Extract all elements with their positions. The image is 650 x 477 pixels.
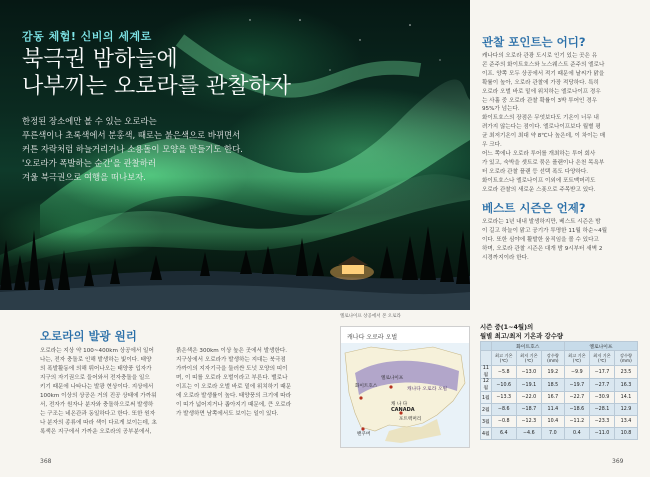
table-cell: −19.7 (564, 379, 589, 392)
month-cell: 11월 (481, 366, 492, 379)
month-cell: 2월 (481, 404, 492, 416)
body-line: 콘 준주의 화이트호스와 노스웨스트 준주의 엘로나 (482, 61, 605, 68)
body-line: 캐나다의 오로라 관광 도시로 인기 있는 곳은 유 (482, 53, 598, 59)
body-line: 우 크다. (482, 142, 502, 149)
body-line: 확률이 높아, 오로라 관찰에 가장 적당하다. 특히 (482, 79, 599, 86)
climate-table (480, 341, 638, 440)
page-number-right: 369 (612, 458, 624, 465)
table-title-line: 월별 최고/최저 기온과 강수량 (480, 331, 564, 340)
table-cell: 12.9 (615, 404, 638, 416)
body-line: 화이트호스나 엘로나이프 이외에 포트맥머리도 (482, 177, 596, 184)
table-column-header: 강수량 (mm) (615, 351, 638, 366)
table-cell: 10.4 (541, 416, 564, 428)
body-line: 려가지 않는다는 점이다. 엘로나이프보다 월별 평 (482, 124, 601, 131)
table-column-header: 최저 기온 (℃) (589, 351, 614, 366)
table-row (481, 392, 638, 404)
main-title (22, 46, 352, 100)
table-column-header: 최고 기온 (℃) (564, 351, 589, 366)
body-line: 터 오로라 관찰 플랜 등 선택 폭도 다양하다. (482, 168, 589, 175)
map-label: 캐나다 오로라 오벌 (347, 334, 398, 341)
table-cell: −9.9 (564, 366, 589, 379)
lede-line: 커튼 자락처럼 하늘거리거나 소용돌이 모양을 만들기도 한다. (22, 144, 243, 154)
body-line: 균 최저기온이 최대 약 8℃나 높은데, 이 차이는 매 (482, 133, 606, 140)
body-line: 지구상에서 오로라가 발생하는 지대는 북극점 (176, 357, 286, 363)
table-cell: −28.1 (589, 404, 614, 416)
observation-points-section (482, 34, 640, 195)
table-row (481, 428, 638, 440)
table-cell: 13.4 (615, 416, 638, 428)
country-label: CANADA (391, 407, 415, 413)
table-cell: 18.5 (541, 379, 564, 392)
table-cell: −12.3 (516, 416, 541, 428)
body-line: 며, 이 띠를 오로라 오벌이라고 부른다. 밸로나 (176, 375, 288, 381)
table-cell: −30.9 (589, 392, 614, 404)
section-heading-season: 베스트 시즌은 언제? (482, 201, 586, 215)
city-vancouver: 밴쿠버 (357, 432, 371, 437)
body-line: 100km 이상의 상공은 거의 진공 상태에 가까워 (40, 393, 157, 399)
points-body (482, 52, 640, 195)
body-line: 95%가 넘는다. (482, 106, 520, 113)
table-cell: −5.8 (491, 366, 516, 379)
table-cell: −22.0 (516, 392, 541, 404)
body-line: 키기 때문에 나타나는 발광 현상이다. 지상에서 (40, 384, 154, 390)
table-column-header: 최고 기온 (℃) (491, 351, 516, 366)
city-yellowknife: 엘로나이프 (381, 376, 404, 381)
body-line: 오로라 관찰의 새로운 스폿으로 주목받고 있다. (482, 186, 596, 193)
body-line: 오로라는 지상 약 100~400km 상공에서 일어 (40, 348, 154, 354)
body-line: 지구의 자기권으로 들어와서 전자충돌을 일으 (40, 375, 150, 381)
table-cell: −11.2 (564, 416, 589, 428)
table-cell: −0.8 (491, 416, 516, 428)
photo-caption: 엘로나이프 상공에서 본 오로라 (340, 314, 401, 319)
body-line: 나 분자의 종류에 따라 색이 다르게 보이는데, 초 (40, 420, 157, 426)
country-label-kr: 캐 나 다 (391, 402, 408, 407)
table-corner (481, 351, 492, 366)
table-corner (481, 342, 492, 351)
season-body (482, 218, 640, 263)
body-line: 오로라 오벌 바로 밑에 위치하는 엘로나이프 경우 (482, 88, 601, 95)
table-row (481, 366, 638, 379)
month-cell: 1월 (481, 392, 492, 404)
body-line: 어느 쪽에나 오로라 투어를 개최하는 투어 회사 (482, 150, 596, 157)
table-cell: −11.0 (589, 428, 614, 440)
city-fort-mcmurray: 포트맥머리 (399, 417, 422, 422)
table-title-line: 시즌 중(1~4월)의 (480, 323, 534, 331)
table-cell: 0.4 (564, 428, 589, 440)
table-cell: −18.6 (564, 404, 589, 416)
table-cell: 11.4 (541, 404, 564, 416)
body-line: 의 폭발활동에 의해 튀어나오는 태양풍 입자가 (40, 366, 152, 372)
table-cell: −8.6 (491, 404, 516, 416)
body-line: 서, 전자가 원자나 분자와 충돌하으로써 발생하 (40, 402, 154, 408)
table-cell: −13.3 (491, 392, 516, 404)
table-cell: −13.0 (516, 366, 541, 379)
body-column-1 (40, 347, 157, 437)
month-cell: 4월 (481, 428, 492, 440)
table-cell: −18.7 (516, 404, 541, 416)
kicker: 감동 체험! 신비의 세계로 (22, 30, 152, 43)
oval-band-label: 캐나다 오로라 오벌 (407, 387, 448, 392)
lede-line: 한정된 장소에만 볼 수 있는 오로라는 (22, 116, 157, 126)
table-cell: 23.5 (615, 366, 638, 379)
section-heading-points: 관찰 포인트는 어디? (482, 35, 586, 49)
table-cell: −23.3 (589, 416, 614, 428)
table-cell: 19.2 (541, 366, 564, 379)
table-group-header: 옐로나이프 (564, 342, 637, 351)
table-column-header: 강수량 (mm) (541, 351, 564, 366)
page-number-left: 368 (40, 458, 52, 465)
table-row (481, 404, 638, 416)
table-cell: −27.7 (589, 379, 614, 392)
body-line: 오로라는 1년 내내 발생하지만, 베스트 시즌은 밤 (482, 219, 601, 225)
body-line: 붉은색은 300km 이상 높은 곳에서 발생한다. (176, 348, 288, 354)
body-line: 나는, 전자 충돌로 인해 발생하는 빛이다. 태양 (40, 357, 152, 363)
table-cell: 16.7 (541, 392, 564, 404)
table-group-header: 화이트호스 (491, 342, 564, 351)
body-line: 이프는 이 오로라 오벌 바로 밑에 위치하기 때문 (176, 384, 292, 390)
table-cell: −22.7 (564, 392, 589, 404)
body-line: 가 있고, 숙박을 셋트로 묶은 플랜이나 은천 목욕부 (482, 159, 605, 166)
body-line: 이 길고 하늘이 맑고 공기가 투명한 11월 하순~4월 (482, 227, 608, 234)
table-cell: −19.1 (516, 379, 541, 392)
body-line: 이 띠가 넓어지거나 좁아지기 때문에, 큰 오로라 (176, 402, 292, 408)
table-cell: −17.7 (589, 366, 614, 379)
body-line: 화이트호스의 장점은 무엇보다도 기온이 너무 내 (482, 115, 599, 122)
table-cell: 7.0 (541, 428, 564, 440)
city-whitehorse: 화이트호스 (355, 384, 378, 389)
month-cell: 3월 (481, 416, 492, 428)
table-cell: 6.4 (491, 428, 516, 440)
title-line: 나부끼는 오로라를 관찰하자 (22, 74, 292, 99)
body-line: 는 구조는 네온관과 동일하다고 한다. 또한 원자 (40, 411, 156, 417)
aurora-oval-map (340, 326, 470, 448)
month-cell: 12월 (481, 379, 492, 392)
lede-line: 푸른색이나 초록색에서 분홍색, 때로는 붉은색으로 바뀌면서 (22, 130, 241, 140)
table-cell: −10.6 (491, 379, 516, 392)
body-line: 가까이의 지자기극을 둘러싼 도넛 모양의 띠이 (176, 366, 288, 372)
section-heading-principle: 오로라의 발광 원리 (40, 329, 137, 343)
lede-line: 겨울 북극권으로 여행을 떠나보자. (22, 172, 146, 182)
table-row (481, 379, 638, 392)
body-line: 가 발생하면 남쪽에서도 보이는 일이 있다. (176, 411, 279, 417)
lede-text (22, 114, 272, 184)
body-line: 이프. 양쪽 모두 상공에서 적기 때문에 날씨가 맑을 (482, 70, 605, 77)
body-line: 이다. 또한 심야에 활발한 움직임을 볼 수 있다고 (482, 236, 599, 243)
aurora-photo (0, 0, 470, 310)
body-column-2 (176, 347, 291, 419)
body-line: 는 사흘 중 오로라 관찰 확률이 3박 투어인 경우 (482, 97, 598, 104)
table-cell: −4.6 (516, 428, 541, 440)
table-row (481, 416, 638, 428)
table-cell: 16.3 (615, 379, 638, 392)
best-season-section (482, 200, 640, 263)
table-title (480, 323, 563, 340)
lede-line: '오로라가 폭발하는 순간'을 관찰하러 (22, 158, 156, 168)
table-column-header: 최저 기온 (℃) (516, 351, 541, 366)
table-cell: 14.1 (615, 392, 638, 404)
title-line: 북극권 밤하늘에 (22, 47, 178, 72)
body-line: 시경까지이라 한다. (482, 254, 529, 261)
table-cell: 10.8 (615, 428, 638, 440)
body-line: 하며, 오로라 관찰 시즌은 대개 밤 9시부터 새벽 2 (482, 245, 603, 252)
body-line: 에 오로라 발생률이 높다. 태양풍의 크기에 따라 (176, 393, 292, 399)
body-line: 록색은 지구에서 가까운 오로라의 공부분에서, (40, 429, 152, 435)
